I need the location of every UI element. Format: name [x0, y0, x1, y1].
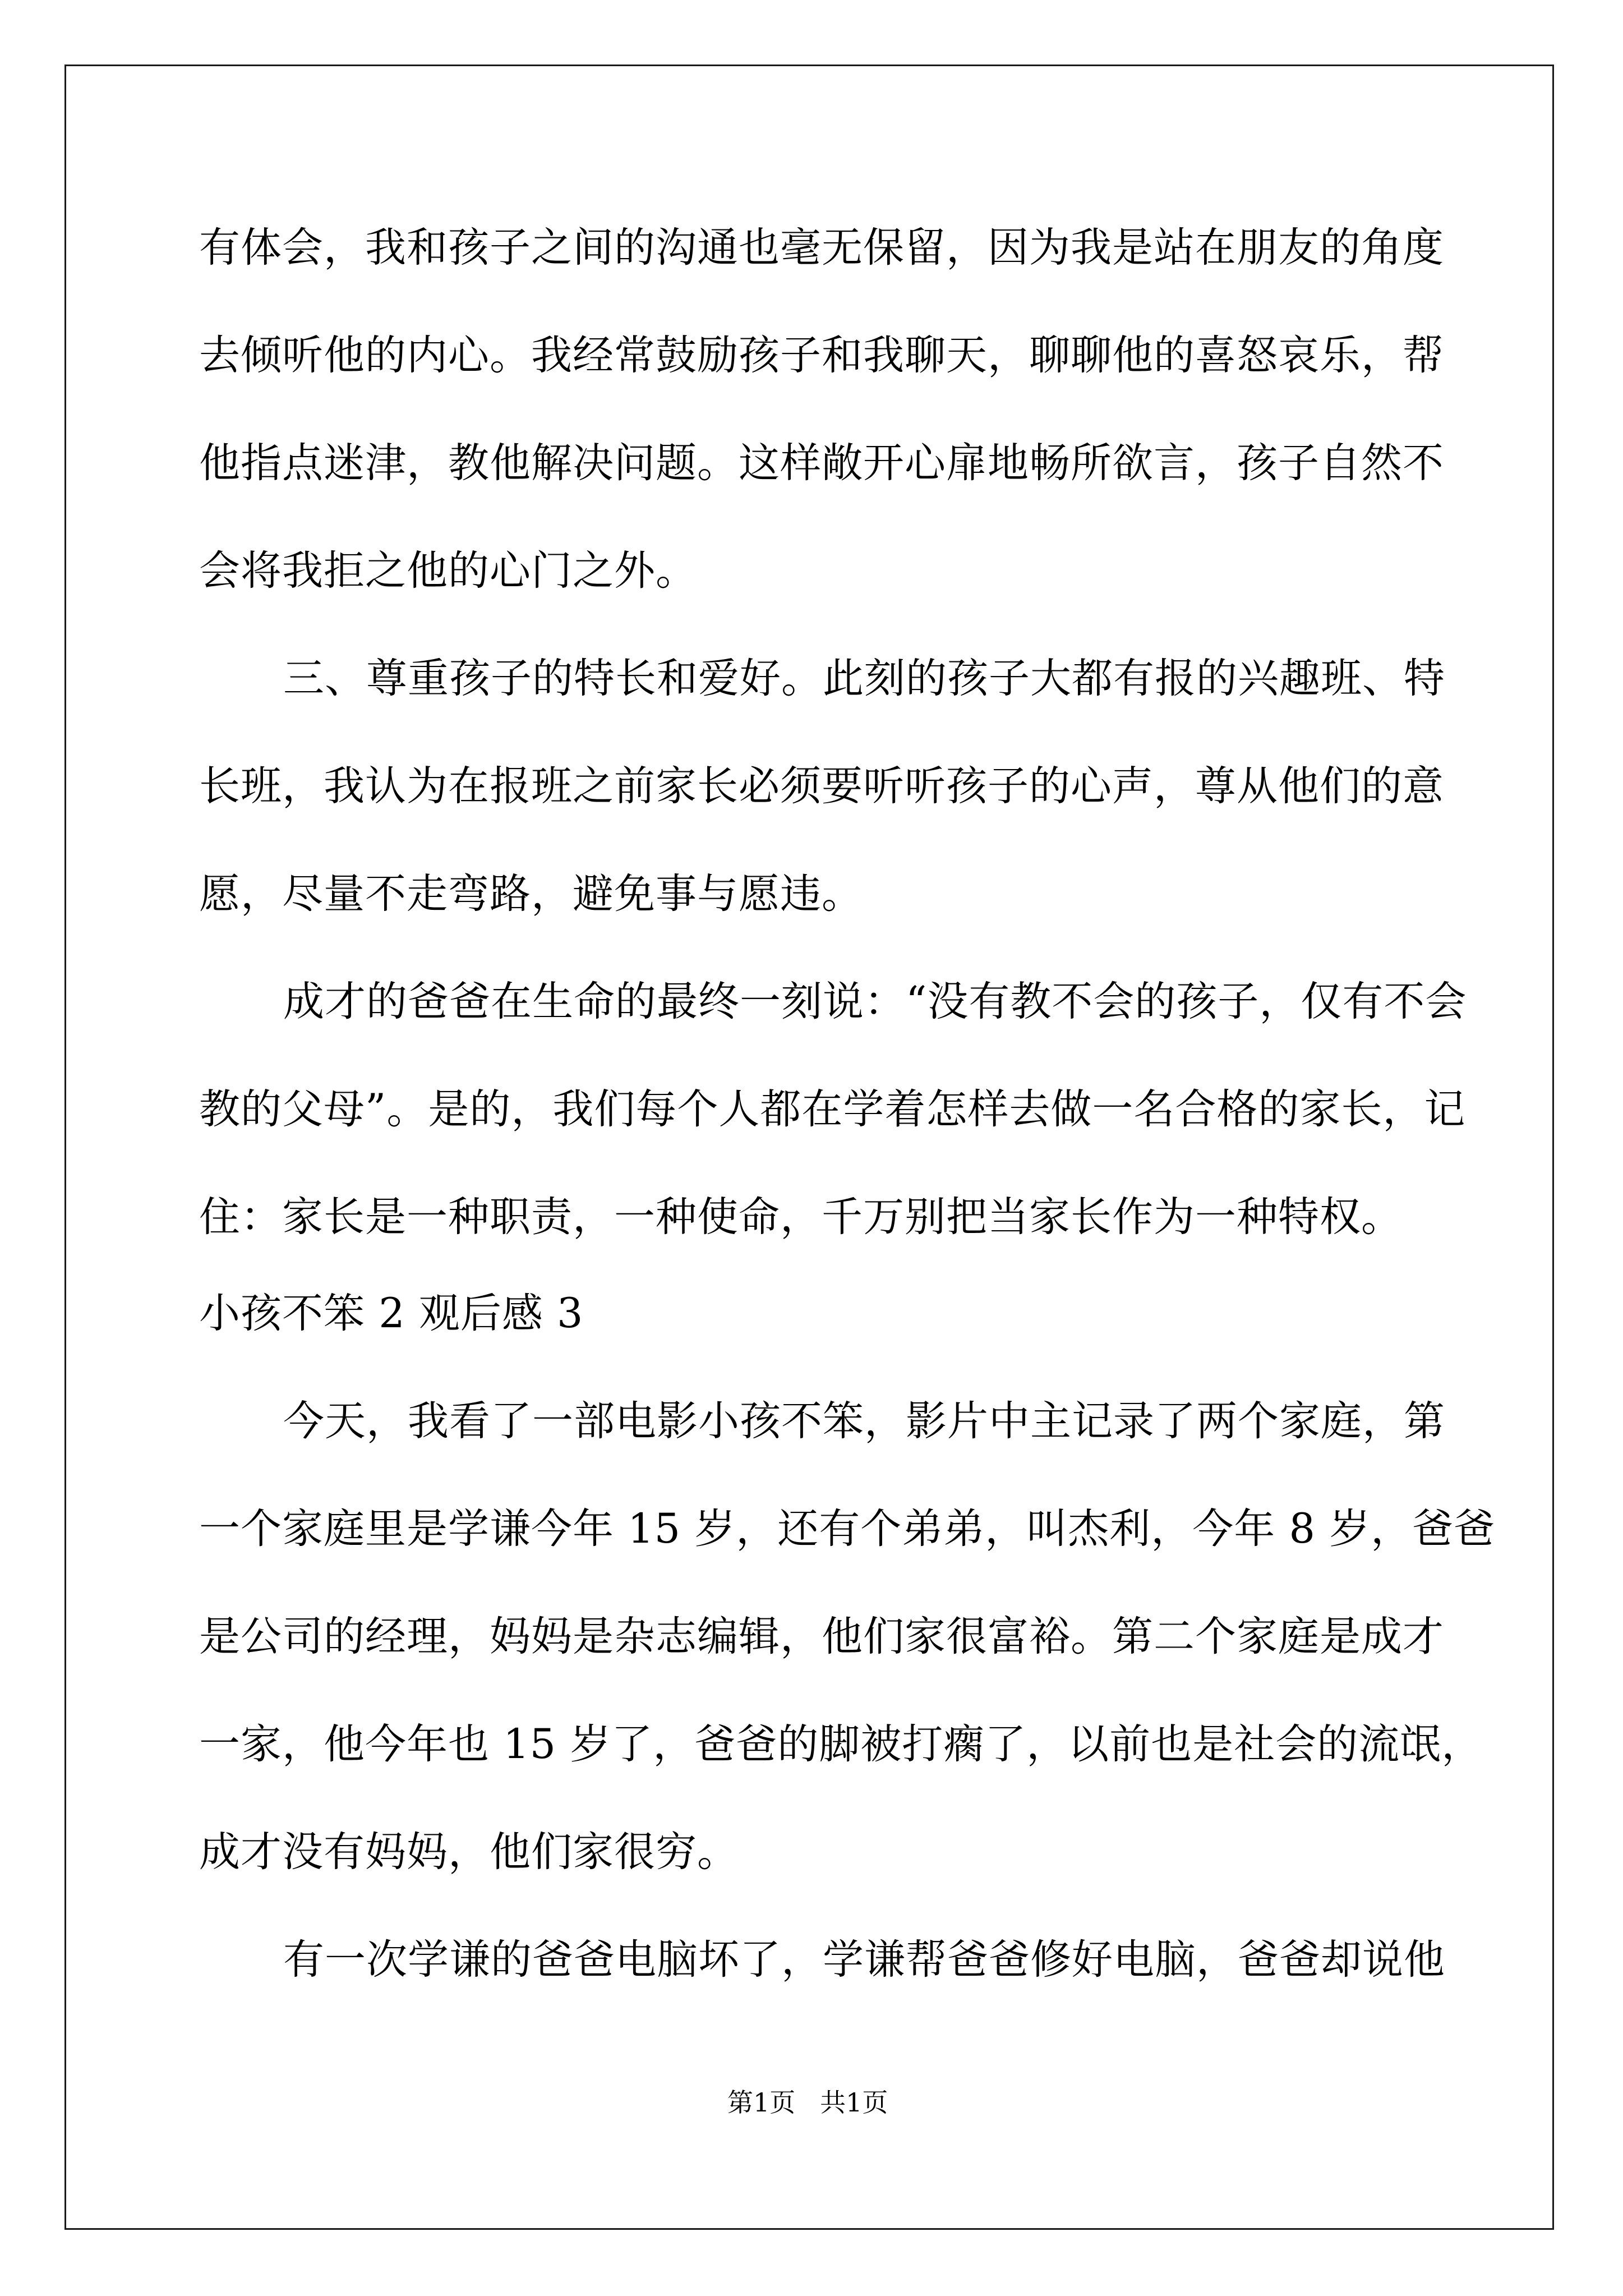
- paragraph-line: 长班，我认为在报班之前家长必须要听听孩子的心声，尊从他们的意: [199, 762, 1444, 810]
- page-border: [64, 65, 1554, 2230]
- section-heading: 小孩不笨 2 观后感 3: [199, 1290, 584, 1337]
- paragraph-line: 教的父母”。是的，我们每个人都在学着怎样去做一名合格的家长，记: [199, 1085, 1466, 1133]
- paragraph-line: 有体会，我和孩子之间的沟通也毫无保留，因为我是站在朋友的角度: [199, 224, 1444, 272]
- paragraph-line: 去倾听他的内心。我经常鼓励孩子和我聊天，聊聊他的喜怒哀乐，帮: [199, 332, 1444, 379]
- paragraph-line: 是公司的经理，妈妈是杂志编辑，他们家很富裕。第二个家庭是成才: [199, 1613, 1444, 1660]
- paragraph-line: 三、尊重孩子的特长和爱好。此刻的孩子大都有报的兴趣班、特: [283, 655, 1445, 702]
- paragraph-line: 会将我拒之他的心门之外。: [199, 547, 697, 595]
- paragraph-line: 一家，他今年也 15 岁了，爸爸的脚被打瘸了，以前也是社会的流氓，: [199, 1720, 1483, 1768]
- page-footer: 第1页 共1页: [727, 2087, 888, 2118]
- paragraph-line: 一个家庭里是学谦今年 15 岁，还有个弟弟，叫杰利，今年 8 岁，爸爸: [199, 1505, 1496, 1553]
- paragraph-line: 成才没有妈妈，他们家很穷。: [199, 1828, 739, 1876]
- paragraph-line: 愿，尽量不走弯路，避免事与愿违。: [199, 870, 863, 918]
- paragraph-line: 成才的爸爸在生命的最终一刻说：“没有教不会的孩子，仅有不会: [283, 978, 1467, 1025]
- paragraph-line: 今天，我看了一部电影小孩不笨，影片中主记录了两个家庭，第: [283, 1397, 1445, 1445]
- paragraph-line: 他指点迷津，教他解决问题。这样敞开心扉地畅所欲言，孩子自然不: [199, 439, 1444, 487]
- paragraph-line: 有一次学谦的爸爸电脑坏了，学谦帮爸爸修好电脑，爸爸却说他: [283, 1936, 1445, 1984]
- paragraph-line: 住：家长是一种职责，一种使命，千万别把当家长作为一种特权。: [199, 1193, 1403, 1241]
